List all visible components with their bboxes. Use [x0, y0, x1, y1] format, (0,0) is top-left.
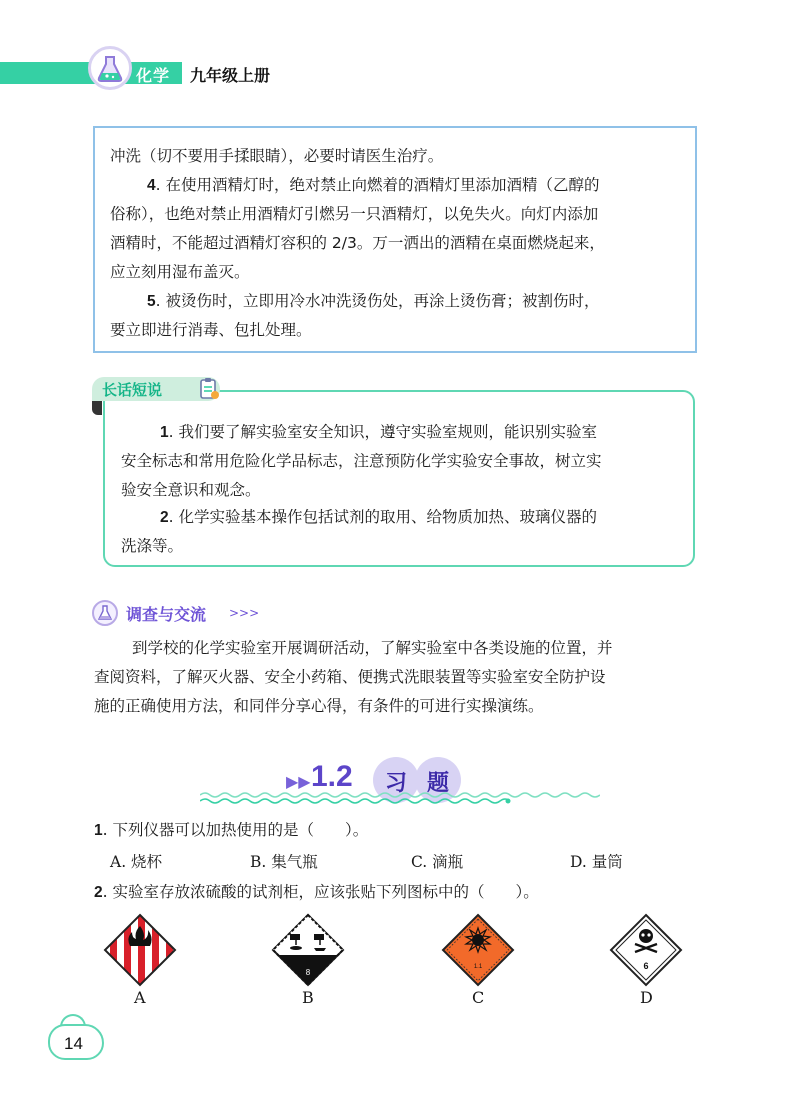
sign-label-b: B: [302, 988, 314, 1007]
exercise-number: 1.2: [311, 760, 353, 793]
item-4-line-1: 俗称），也绝对禁止用酒精灯引燃另一只酒精灯，以免失火。向灯内添加: [110, 205, 599, 223]
safety-line-0: 冲洗（切不要用手揉眼睛），必要时请医生治疗。: [110, 147, 444, 165]
question-2-number: 2: [94, 884, 103, 901]
q1-option-c[interactable]: C. 滴瓶: [411, 853, 464, 871]
summary-2-line-0: . 化学实验基本操作包括试剂的取用、给物质加热、玻璃仪器的: [168, 508, 597, 526]
survey-title: 调查与交流: [126, 605, 207, 624]
exercise-char-1: 习: [385, 771, 408, 796]
survey-line-0: 到学校的化学实验室开展调研活动，了解实验室中各类设施的位置，并: [132, 639, 613, 657]
summary-title: 长话短说: [102, 381, 163, 399]
sign-d-class: 6: [643, 961, 649, 971]
header-subject: 化学: [136, 66, 171, 85]
item-4-line-3: 应立刻用湿布盖灭。: [110, 263, 250, 281]
flask-logo-icon: [88, 46, 132, 90]
summary-point-1: [121, 418, 691, 505]
safety-item-4: [110, 171, 690, 287]
sign-label-a: A: [134, 988, 146, 1007]
clipboard-icon: [198, 377, 220, 401]
sign-label-c: C: [472, 988, 485, 1007]
summary-1-number: 1: [160, 424, 169, 441]
sign-label-d: D: [640, 988, 653, 1007]
sign-c-class: 1.1: [473, 964, 483, 970]
explosive-sign-icon[interactable]: [440, 912, 516, 988]
summary-1-line-2: 验安全意识和观念。: [121, 481, 261, 499]
question-1-number: 1: [94, 822, 103, 839]
survey-line-2: 施的正确使用方法，和同伴分享心得，有条件的可进行实操演练。: [94, 697, 544, 715]
q1-option-d[interactable]: D. 量筒: [570, 853, 623, 871]
corrosive-sign-icon[interactable]: [270, 912, 346, 988]
question-2: [94, 880, 539, 905]
summary-point-2: [121, 503, 691, 561]
summary-1-line-0: . 我们要了解实验室安全知识，遵守实验室规则，能识别实验室: [168, 423, 597, 441]
exercise-wave-divider: [200, 790, 600, 806]
item-5-line-1: 要立即进行消毒、包扎处理。: [110, 321, 312, 339]
sign-b-class: 8: [305, 968, 311, 977]
toxic-sign-icon[interactable]: [608, 912, 684, 988]
header-grade: 九年级上册: [190, 66, 271, 85]
question-2-text: . 实验室存放浓硫酸的试剂柜，应该张贴下列图标中的（ ）。: [102, 883, 539, 901]
survey-arrows: >>>: [229, 606, 260, 620]
q1-option-a[interactable]: A. 烧杯: [110, 853, 163, 871]
flask-search-icon: [92, 600, 118, 626]
page-number: 14: [64, 1034, 83, 1053]
survey-line-1: 查阅资料，了解灭火器、安全小药箱、便携式洗眼装置等实验室安全防护设: [94, 668, 606, 686]
item-5-line-0: . 被烫伤时，立即用冷水冲洗烫伤处，再涂上烫伤膏；被割伤时，: [155, 292, 600, 310]
summary-1-line-1: 安全标志和常用危险化学品标志，注意预防化学实验安全事故，树立实: [121, 452, 602, 470]
question-1: [94, 818, 368, 843]
item-4-number: 4: [147, 177, 156, 194]
q1-option-b[interactable]: B. 集气瓶: [250, 853, 318, 871]
item-4-line-0: . 在使用酒精灯时，绝对禁止向燃着的酒精灯里添加酒精（乙醇的: [155, 176, 600, 194]
question-1-text: . 下列仪器可以加热使用的是（ ）。: [102, 821, 369, 839]
survey-text: [94, 634, 704, 721]
exercise-arrow-icon: ▶▶: [286, 772, 311, 791]
item-5-number: 5: [147, 293, 156, 310]
safety-item-5: [110, 287, 690, 345]
summary-2-number: 2: [160, 509, 169, 526]
item-4-line-2: 酒精时，不能超过酒精灯容积的 2/3。万一洒出的酒精在桌面燃烧起来，: [110, 234, 605, 252]
summary-2-line-1: 洗涤等。: [121, 537, 184, 555]
summary-tab-notch: [92, 401, 102, 415]
exercise-char-2: 题: [427, 771, 450, 796]
flammable-solid-sign-icon[interactable]: [102, 912, 178, 988]
